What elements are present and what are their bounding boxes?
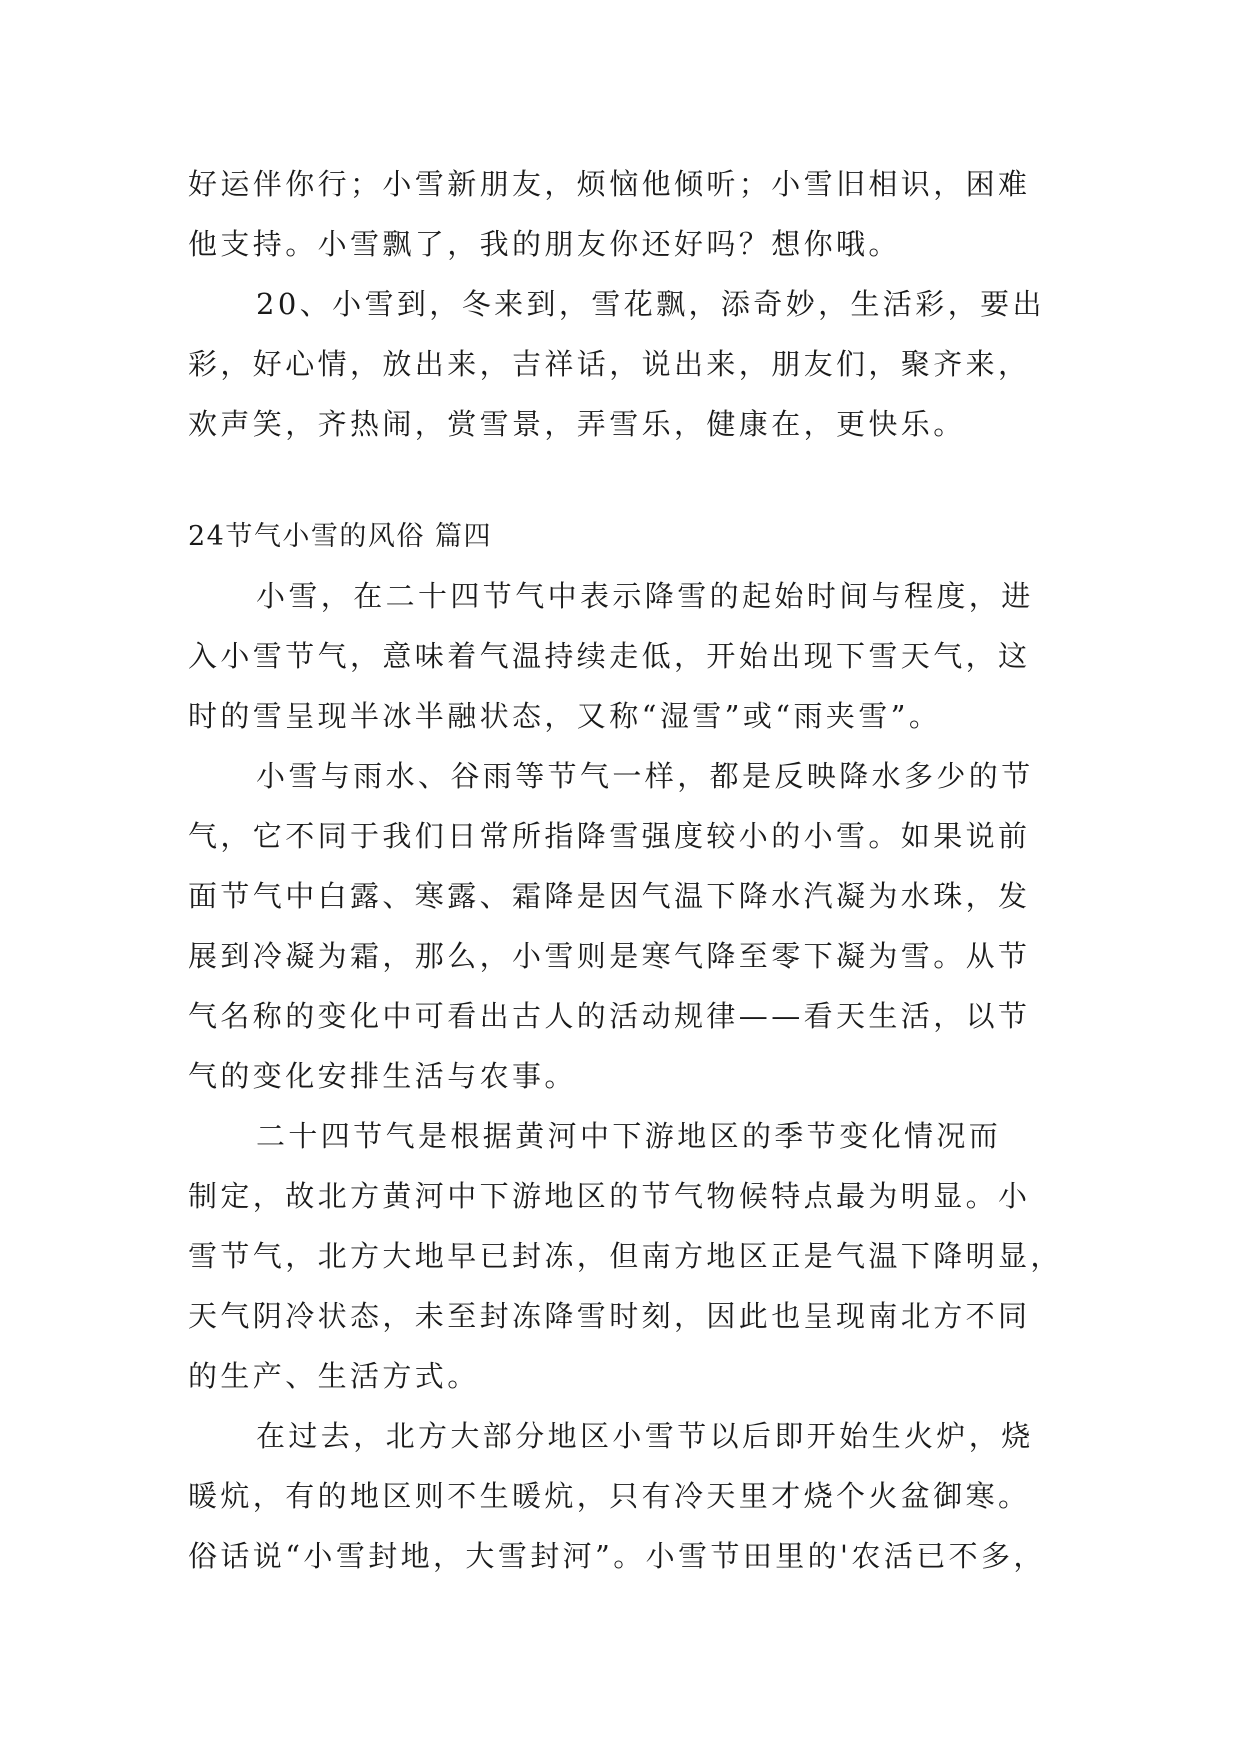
paragraph-line: 二十四节气是根据黄河中下游地区的季节变化情况而 — [256, 1119, 1002, 1153]
paragraph-line: 欢声笑，齐热闹，赏雪景，弄雪乐，健康在，更快乐。 — [188, 407, 966, 441]
paragraph-line: 在过去，北方大部分地区小雪节以后即开始生火炉，烧 — [256, 1419, 1034, 1453]
paragraph-line: 暖炕，有的地区则不生暖炕，只有冷天里才烧个火盆御寒。 — [188, 1479, 1031, 1513]
paragraph-line: 展到冷凝为霜，那么，小雪则是寒气降至零下凝为雪。从节 — [188, 939, 1031, 973]
paragraph-line: 小雪，在二十四节气中表示降雪的起始时间与程度，进 — [256, 579, 1034, 613]
paragraph-line: 面节气中白露、寒露、霜降是因气温下降水汽凝为水珠，发 — [188, 879, 1031, 913]
paragraph-line: 俗话说“小雪封地，大雪封河”。小雪节田里的'农活已不多， — [188, 1539, 1046, 1573]
paragraph-line: 时的雪呈现半冰半融状态，又称“湿雪”或“雨夹雪”。 — [188, 699, 942, 733]
paragraph-line: 他支持。小雪飘了，我的朋友你还好吗？想你哦。 — [188, 227, 901, 261]
paragraph-line: 气的变化安排生活与农事。 — [188, 1059, 577, 1093]
paragraph-line: 天气阴冷状态，未至封冻降雪时刻，因此也呈现南北方不同 — [188, 1299, 1031, 1333]
section-heading: 24节气小雪的风俗 篇四 — [188, 521, 492, 552]
paragraph-line: 雪节气，北方大地早已封冻，但南方地区正是气温下降明显， — [188, 1239, 1063, 1273]
paragraph-line: 20、小雪到，冬来到，雪花飘，添奇妙，生活彩，要出 — [256, 287, 1045, 321]
paragraph-line: 气，它不同于我们日常所指降雪强度较小的小雪。如果说前 — [188, 819, 1031, 853]
paragraph-line: 彩，好心情，放出来，吉祥话，说出来，朋友们，聚齐来， — [188, 347, 1031, 381]
paragraph-line: 好运伴你行；小雪新朋友，烦恼他倾听；小雪旧相识，困难 — [188, 167, 1031, 201]
paragraph-line: 制定，故北方黄河中下游地区的节气物候特点最为明显。小 — [188, 1179, 1031, 1213]
paragraph-line: 小雪与雨水、谷雨等节气一样，都是反映降水多少的节 — [256, 759, 1034, 793]
paragraph-line: 气名称的变化中可看出古人的活动规律——看天生活，以节 — [188, 999, 1031, 1033]
paragraph-line: 的生产、生活方式。 — [188, 1359, 480, 1393]
paragraph-line: 入小雪节气，意味着气温持续走低，开始出现下雪天气，这 — [188, 639, 1031, 673]
